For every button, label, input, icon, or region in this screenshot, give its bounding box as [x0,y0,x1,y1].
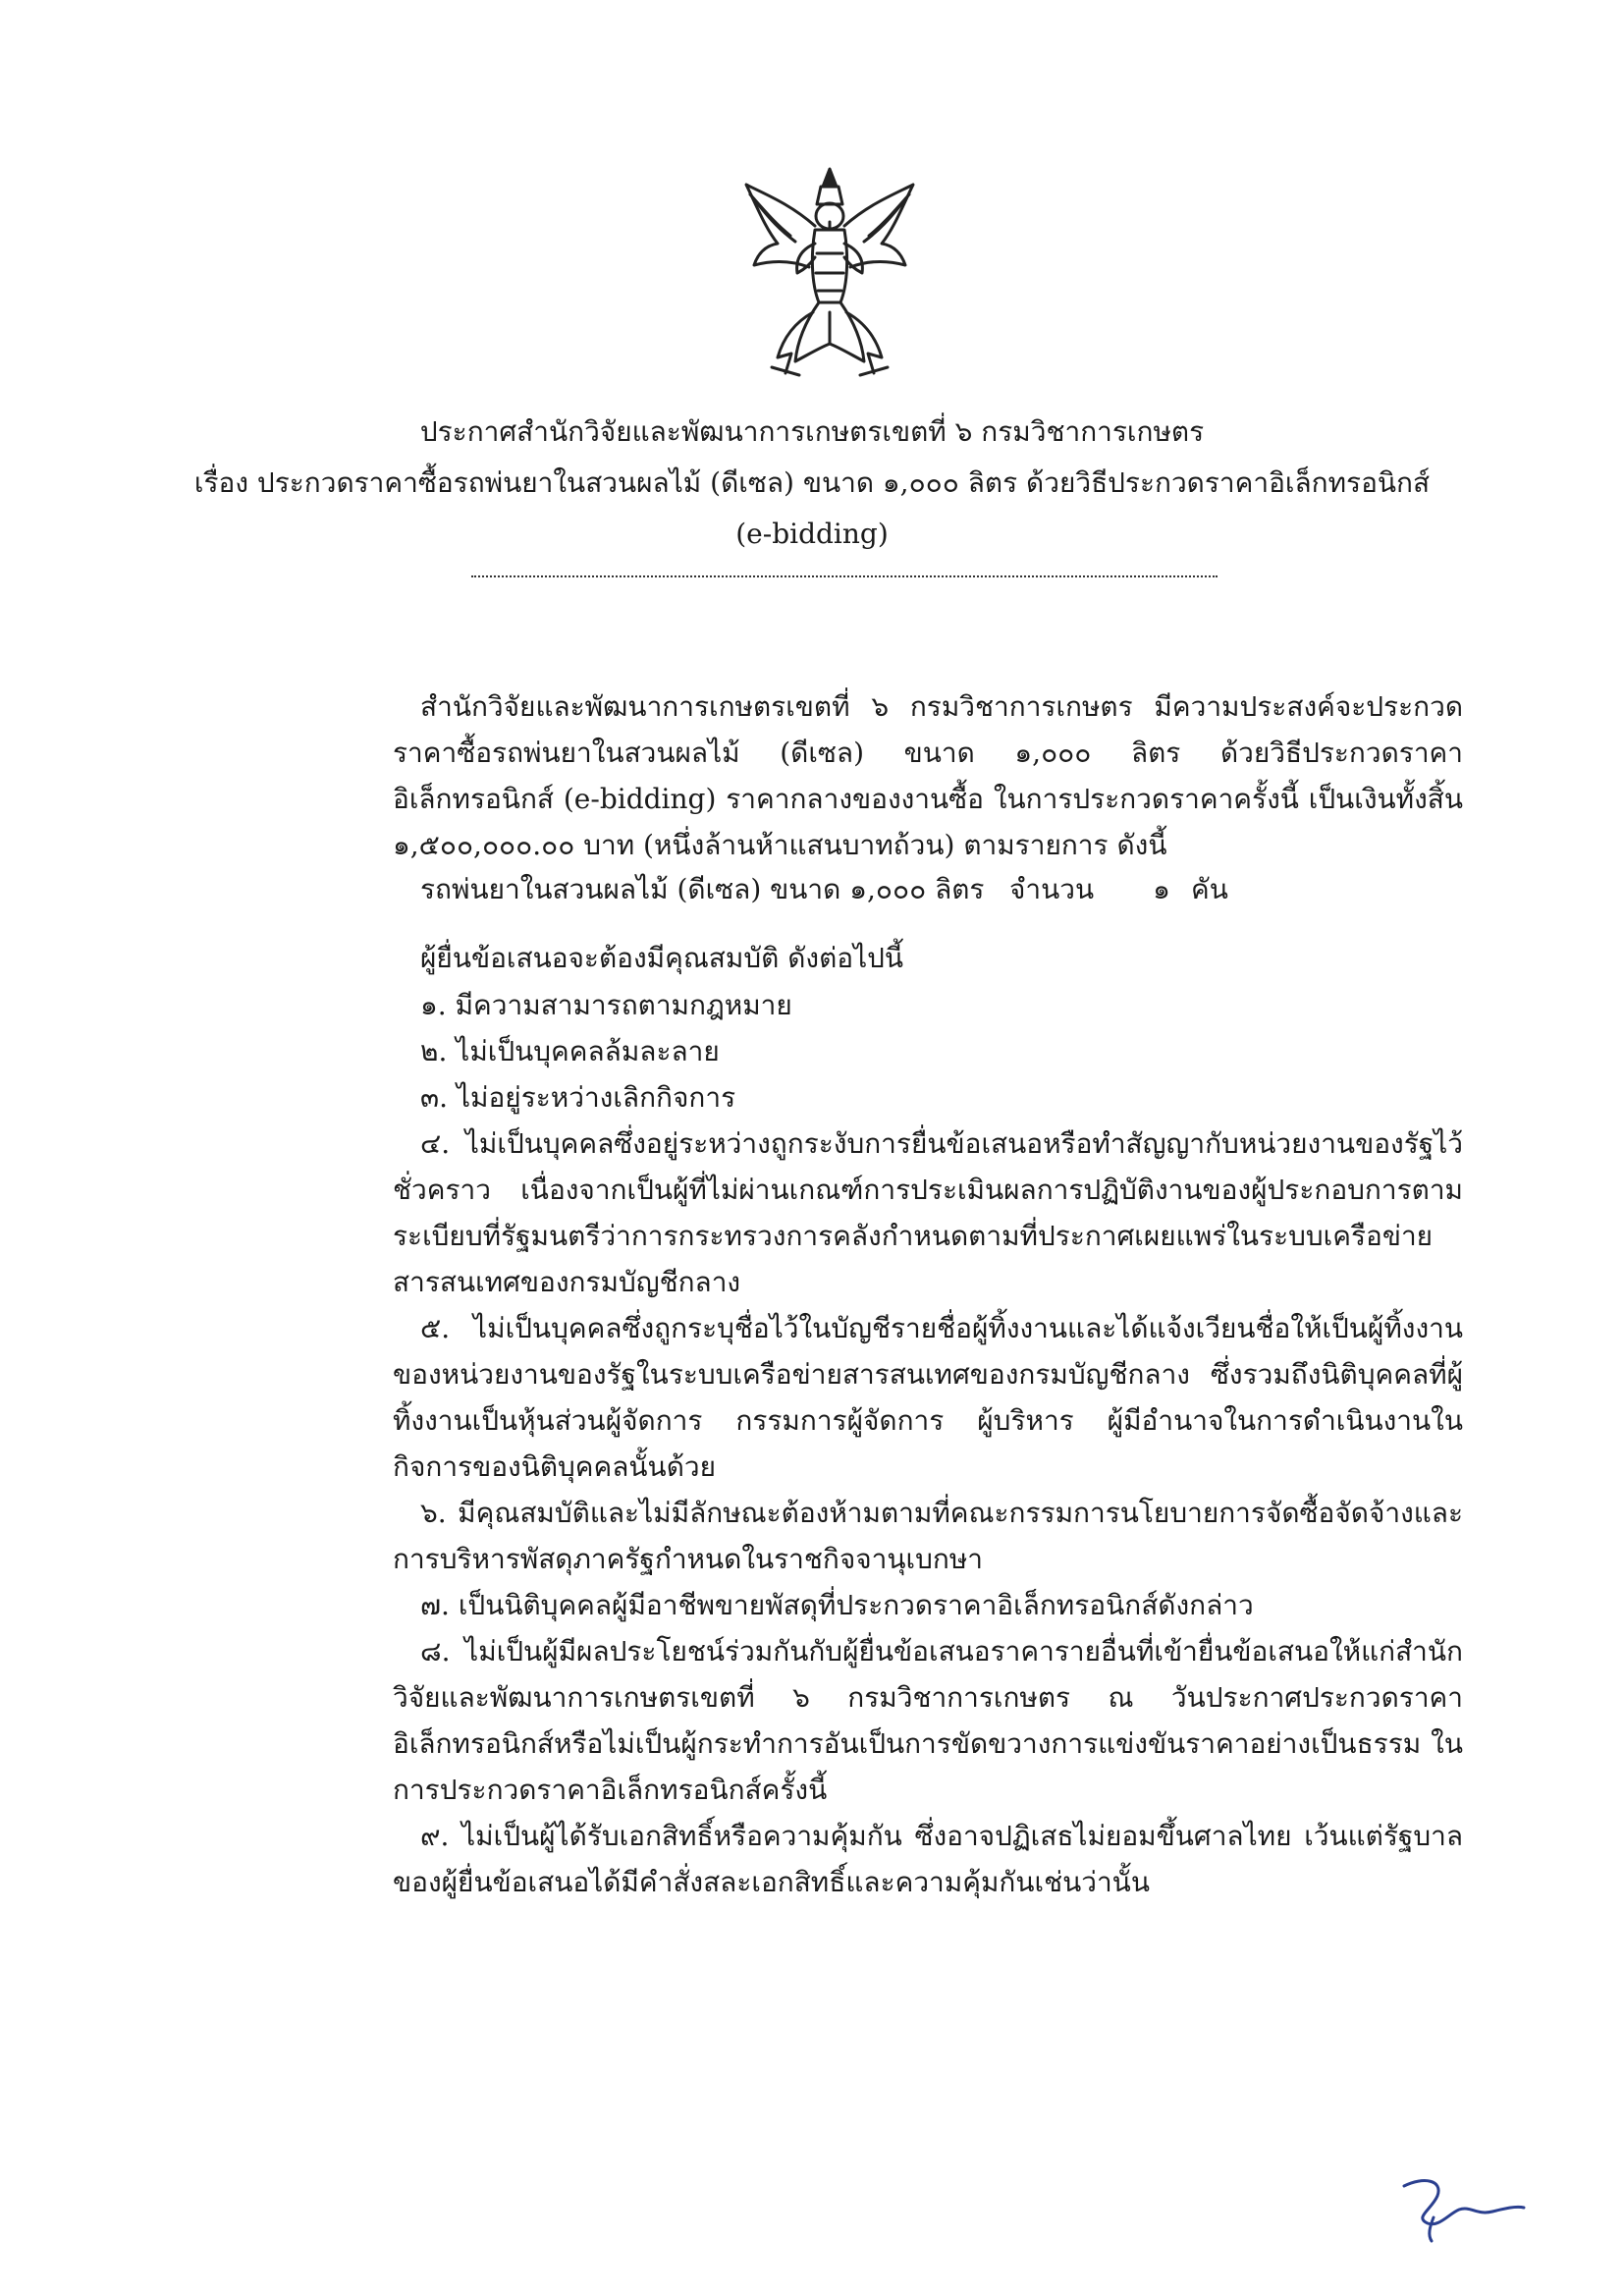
dotted-divider [471,575,1218,577]
announcement-subject: เรื่อง ประกวดราคาซื้อรถพ่นยาในสวนผลไม้ (ดีเซล) ขนาด ๑,๐๐๐ ลิตร ด้วยวิธีประกวดราคาอิเล็กทรอนิกส์ [193,466,1431,499]
qualification-item: ๑. มีความสามารถตามกฎหมาย [420,989,792,1021]
item-unit: คัน [1191,873,1228,905]
qualifications-list [393,982,1463,1905]
item-row [420,866,1304,912]
qualification-item: ๙. ไม่เป็นผู้ได้รับเอกสิทธิ์หรือความคุ้มกัน ซึ่งอาจปฏิเสธไม่ยอมขึ้นศาลไทย เว้นแต่รัฐบาลของผู้ยื่นข้อเสนอได้มีคำสั่งสละเอกสิทธิ์และความคุ้มกันเช่นว่านั้น [393,1820,1463,1898]
announcement-title: ประกาศสำนักวิจัยและพัฒนาการเกษตรเขตที่ ๖ กรมวิชาการเกษตร [419,415,1205,448]
handwritten-initials-icon [1394,2166,1532,2245]
intro-paragraph: สำนักวิจัยและพัฒนาการเกษตรเขตที่ ๖ กรมวิชาการเกษตร มีความประสงค์จะประกวดราคาซื้อรถพ่นยาในสวนผลไม้ (ดีเซล) ขนาด ๑,๐๐๐ ลิตร ด้วยวิธีประกวดราคาอิเล็กทรอนิกส์ (e-bidding) ราคากลางของงานซื้อ ในการประกวดราคาครั้งนี้ เป็นเงินทั้งสิ้น ๑,๕๐๐,๐๐๐.๐๐ บาท (หนึ่งล้านห้าแสนบาทถ้วน) ตามรายการ ดังนี้ [393,690,1463,861]
announcement-method: (e-bidding) [735,518,889,550]
item-qty: ๑ [1153,873,1170,905]
qualification-item: ๒. ไม่เป็นบุคคลล้มละลาย [420,1035,720,1067]
qualification-item: ๗. เป็นนิติบุคคลผู้มีอาชีพขายพัสดุที่ประกวดราคาอิเล็กทรอนิกส์ดังกล่าว [420,1589,1254,1621]
qualification-item: ๘. ไม่เป็นผู้มีผลประโยชน์ร่วมกันกับผู้ยื่นข้อเสนอราคารายอื่นที่เข้ายื่นข้อเสนอให้แก่สำนักวิจัยและพัฒนาการเกษตรเขตที่ ๖ กรมวิชาการเกษตร ณ วันประกาศประกวดราคาอิเล็กทรอนิกส์หรือไม่เป็นผู้กระทำการอันเป็นการขัดขวางการแข่งขันราคาอย่างเป็นธรรม ในการประกวดราคาอิเล็กทรอนิกส์ครั้งนี้ [393,1635,1463,1806]
garuda-emblem-icon [736,165,923,383]
item-qty-label: จำนวน [1009,873,1095,905]
qualification-item: ๓. ไม่อยู่ระหว่างเลิกกิจการ [420,1081,736,1114]
qualification-item: ๔. ไม่เป็นบุคคลซึ่งอยู่ระหว่างถูกระงับการยื่นข้อเสนอหรือทำสัญญากับหน่วยงานของรัฐไว้ชั่วคราว เนื่องจากเป็นผู้ที่ไม่ผ่านเกณฑ์การประเมินผลการปฏิบัติงานของผู้ประกอบการตามระเบียบที่รัฐมนตรีว่าการกระทรวงการคลังกำหนดตามที่ประกาศเผยแพร่ในระบบเครือข่ายสารสนเทศของกรมบัญชีกลาง [393,1127,1463,1298]
item-name: รถพ่นยาในสวนผลไม้ (ดีเซล) ขนาด ๑,๐๐๐ ลิตร [420,873,985,905]
qualifications-title: ผู้ยื่นข้อเสนอจะต้องมีคุณสมบัติ ดังต่อไปนี้ [420,942,904,974]
qualification-item: ๕. ไม่เป็นบุคคลซึ่งถูกระบุชื่อไว้ในบัญชีรายชื่อผู้ทิ้งงานและได้แจ้งเวียนชื่อให้เป็นผู้ทิ้งงานของหน่วยงานของรัฐในระบบเครือข่ายสารสนเทศของกรมบัญชีกลาง ซึ่งรวมถึงนิติบุคคลที่ผู้ทิ้งงานเป็นหุ้นส่วนผู้จัดการ กรรมการผู้จัดการ ผู้บริหาร ผู้มีอำนาจในการดำเนินงานในกิจการของนิติบุคคลนั้นด้วย [393,1312,1463,1483]
qualification-item: ๖. มีคุณสมบัติและไม่มีลักษณะต้องห้ามตามที่คณะกรรมการนโยบายการจัดซื้อจัดจ้างและการบริหารพัสดุภาครัฐกำหนดในราชกิจจานุเบกษา [393,1497,1463,1575]
